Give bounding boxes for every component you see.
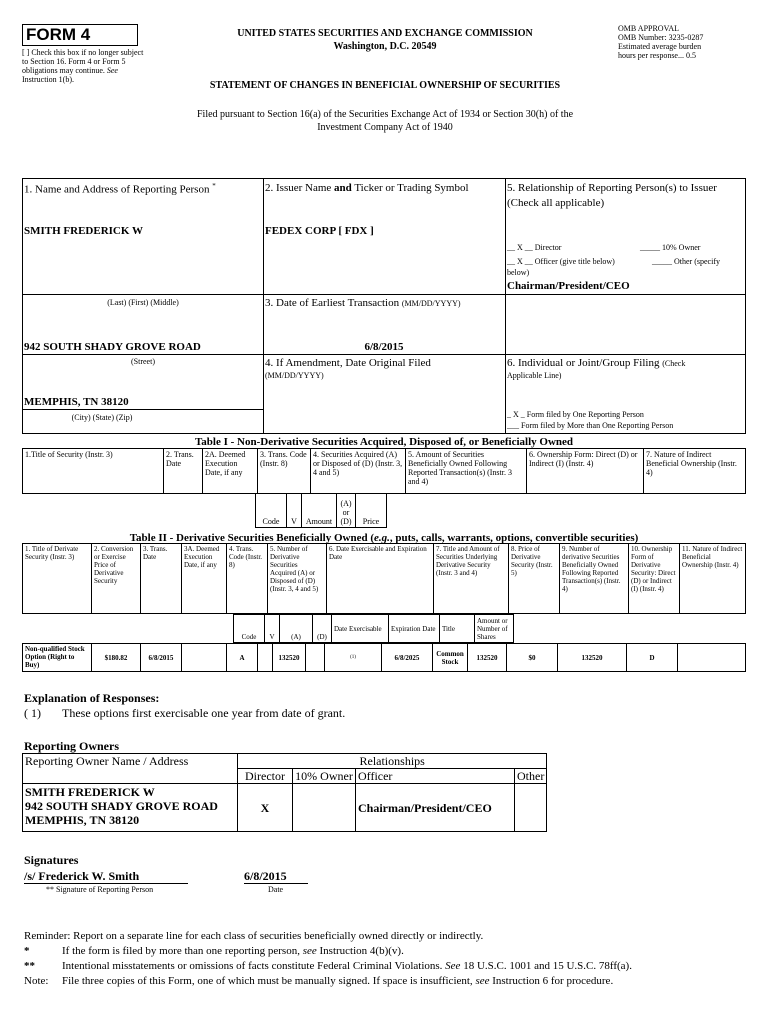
t1-col4: 4. Securities Acquired (A) or Disposed of (D) (Instr. 3, 4 and 5) (311, 449, 406, 494)
box5-sub: (Check all applicable) (507, 197, 605, 209)
signature-label: ** Signature of Reporting Person (46, 885, 154, 894)
box3-label (265, 297, 505, 310)
box3-label-text: 3. Date of Earliest Transaction (265, 297, 400, 309)
row-deriv-price: $0 (507, 644, 558, 672)
t1-col7: 7. Nature of Indirect Beneficial Ownership (Instr. 4) (644, 449, 746, 494)
filed-line-2: Investment Company Act of 1940 (317, 122, 453, 133)
table1-header (22, 448, 746, 494)
box6-check: (Check (662, 359, 686, 368)
row-shares: 132520 (468, 644, 507, 672)
below-label: below) (507, 268, 530, 277)
row-code: A (227, 644, 258, 672)
owner-other (515, 784, 547, 832)
form-label-text: FORM 4 (26, 25, 91, 44)
agency-city: Washington, D.C. 20549 (333, 41, 437, 52)
t2-sub-exp: Expiration Date (389, 615, 440, 643)
signature-date: 6/8/2015 (244, 869, 287, 883)
box2-label-b: Ticker or Trading Symbol (351, 182, 469, 194)
box2-label (265, 182, 469, 195)
owners-col-dir: Director (238, 769, 293, 784)
owners-col-other: Other (515, 769, 547, 784)
omb-burden: Estimated average burden (618, 42, 702, 51)
divider (22, 294, 264, 295)
explanation-text: These options first exercisable one year from date of grant. (62, 706, 346, 720)
box6-label-text: 6. Individual or Joint/Group Filing (507, 357, 660, 369)
reporting-person-street: 942 SOUTH SHADY GROVE ROAD (24, 341, 201, 353)
owners-col-off: Officer (356, 769, 515, 784)
owner-street: 942 SOUTH SHADY GROVE ROAD (25, 799, 218, 813)
t1-col6: 6. Ownership Form: Direct (D) or Indirect (I) (Instr. 4) (527, 449, 644, 494)
t1-col1: 1.Title of Security (Instr. 3) (23, 449, 164, 494)
more-person-check: ___ Form filed by More than One Reporting Person (507, 421, 674, 430)
t2-sub-code: Code (234, 615, 265, 643)
t2-col11: 11. Nature of Indirect Beneficial Ownership (Instr. 4) (680, 544, 746, 614)
t2-col4: 4. Trans. Code (Instr. 8) (227, 544, 268, 614)
row-title: Common Stock (433, 644, 468, 672)
checkbox-note (22, 48, 150, 84)
t2-col10: 10. Ownership Form of Derivative Security: Direct (D) or Indirect (I) (Instr. 4) (629, 544, 680, 614)
signatures-heading: Signatures (24, 853, 79, 867)
note-b: Instruction 6 for procedure. (489, 975, 614, 987)
t2-col3a: 3A. Deemed Execution Date, if any (182, 544, 227, 614)
t2-sub-exer: Date Exercisable (332, 615, 389, 643)
t2-col5: 5. Number of Derivative Securities Acquired (A) or Disposed of (D) (Instr. 3, 4 and 5) (268, 544, 327, 614)
divider (22, 409, 264, 410)
note-mark: Note: (24, 975, 49, 987)
form-label (22, 24, 138, 46)
note-text (62, 975, 613, 988)
t1-sub-aord: (A) or (D) (337, 494, 356, 528)
table1-title: Table I - Non-Derivative Securities Acquired, Disposed of, or Beneficially Owned (194, 436, 574, 448)
row-owned: 132520 (558, 644, 627, 672)
t1-col3: 3. Trans. Code (Instr. 8) (258, 449, 311, 494)
t1-sub-amount: Amount (302, 494, 337, 528)
box2-label-and: and (334, 182, 352, 194)
t1-col2: 2. Trans. Date (164, 449, 203, 494)
owner-director: X (238, 784, 293, 832)
box1-label-mark: * (212, 182, 216, 190)
officer-title: Chairman/President/CEO (507, 280, 630, 292)
owner-officer: Chairman/President/CEO (356, 784, 515, 832)
box4-format: (MM/DD/YYYY) (265, 371, 324, 380)
row-form: D (627, 644, 678, 672)
earliest-transaction-date: 6/8/2015 (364, 341, 404, 353)
explanation-num: ( 1) (24, 706, 41, 720)
star1-a: If the form is filed by more than one reporting person, (62, 945, 303, 957)
box5-label: 5. Relationship of Reporting Person(s) to Issuer (507, 182, 717, 194)
table2-header (22, 543, 746, 614)
omb-hours: hours per response... 0.5 (618, 51, 696, 60)
row-exp: 6/8/2025 (382, 644, 433, 672)
t1-sub-price: Price (356, 494, 387, 528)
note-a: File three copies of this Form, one of which must be manually signed. If space is insufficient, (62, 975, 476, 987)
box3-format: (MM/DD/YYYY) (401, 299, 461, 308)
t2-col8: 8. Price of Derivative Security (Instr. 5) (509, 544, 560, 614)
reporting-person-name: SMITH FREDERICK W (24, 225, 143, 237)
divider (263, 354, 746, 355)
star2-see: See (445, 960, 461, 972)
star1-text (62, 945, 404, 958)
t2-sub-amount: Amount or Number of Shares (475, 615, 514, 643)
omb-number: OMB Number: 3235-0287 (618, 33, 704, 42)
t2-col6: 6. Date Exercisable and Expiration Date (327, 544, 434, 614)
issuer-name: FEDEX CORP [ FDX ] (265, 225, 374, 237)
t2-title-a: Table II - Derivative Securities Beneficially Owned ( (129, 532, 375, 544)
explanation-heading: Explanation of Responses: (24, 691, 160, 705)
t2-title-eg: e.g. (374, 532, 390, 544)
row-deemed (182, 644, 227, 672)
owners-col-ten: 10% Owner (293, 769, 356, 784)
box6-label (507, 357, 685, 370)
box1-label (24, 182, 216, 197)
reminder: Reminder: Report on a separate line for each class of securities beneficially owned directly or indirectly. (24, 930, 484, 942)
row-security: Non-qualified Stock Option (Right to Buy) (23, 644, 92, 672)
statement-title: STATEMENT OF CHANGES IN BENEFICIAL OWNERSHIP OF SECURITIES (209, 80, 561, 91)
owners-col-name: Reporting Owner Name / Address (23, 754, 238, 784)
t2-col1: 1. Title of Derivate Security (Instr. 3) (23, 544, 92, 614)
owner-address (23, 784, 238, 832)
note-see: see (475, 975, 490, 987)
star1-b: Instruction 4(b)(v). (316, 945, 404, 957)
box2-label-a: 2. Issuer Name (265, 182, 335, 194)
star2-text (62, 960, 632, 973)
star2-a: Intentional misstatements or omissions of facts constitute Federal Criminal Violations. (62, 960, 446, 972)
t2-title-end: , puts, calls, warrants, options, convertible securities) (389, 532, 639, 544)
owner-ten-pct (293, 784, 356, 832)
checkbox-instr: Instruction 1(b). (22, 75, 74, 84)
t1-col5: 5. Amount of Securities Beneficially Owned Following Reported Transaction(s) (Instr. 3 and 4) (406, 449, 527, 494)
t2-sub-v: V (265, 615, 280, 643)
signature-line (24, 883, 188, 884)
street-label: (Street) (131, 357, 155, 366)
table1-subheader (255, 493, 387, 528)
date-label: Date (268, 885, 284, 894)
owners-table (22, 753, 547, 832)
reporting-person-city: MEMPHIS, TN 38120 (24, 396, 129, 408)
t1-sub-code: Code (256, 494, 287, 528)
one-person-check: _ X _ Form filed by One Reporting Person (507, 410, 644, 419)
star1-mark: * (24, 945, 30, 957)
divider (22, 354, 264, 355)
row-exer: (1) (325, 644, 382, 672)
checkbox-note-text: [ ] Check this box if no longer subject to Section 16. Form 4 or Form 5 obligations may continue. (22, 48, 144, 75)
row-nature (678, 644, 746, 672)
star1-see: see (302, 945, 317, 957)
star2-b: 18 U.S.C. 1001 and 15 U.S.C. 78ff(a). (460, 960, 632, 972)
t2-col9: 9. Number of derivative Securities Beneficially Owned Following Reported Transaction(s) (Instr. 4) (560, 544, 629, 614)
t2-sub-d: (D) (313, 615, 332, 643)
city-label: (City) (State) (Zip) (71, 413, 133, 422)
other-check: _____ Other (specify (652, 257, 720, 266)
t2-col3: 3. Trans. Date (141, 544, 182, 614)
name-parts-label: (Last) (First) (Middle) (107, 298, 179, 307)
row-v (258, 644, 273, 672)
t2-col7: 7. Title and Amount of Securities Underlying Derivative Security (Instr. 3 and 4) (434, 544, 509, 614)
director-check: __ X __ Director (507, 243, 562, 252)
divider (263, 294, 746, 295)
box4-label: 4. If Amendment, Date Original Filed (265, 357, 431, 369)
agency-name: UNITED STATES SECURITIES AND EXCHANGE COMMISSION (237, 28, 533, 39)
t2-sub-title: Title (440, 615, 475, 643)
t1-sub-v: V (287, 494, 302, 528)
row-price: $180.82 (92, 644, 141, 672)
owner-name: SMITH FREDERICK W (25, 785, 155, 799)
omb-approval: OMB APPROVAL (618, 24, 679, 33)
date-line (244, 883, 308, 884)
box1-label-text: 1. Name and Address of Reporting Person (24, 183, 210, 196)
officer-check: __ X __ Officer (give title below) (507, 257, 615, 266)
star2-mark: ** (24, 960, 35, 972)
t1-col2a: 2A. Deemed Execution Date, if any (203, 449, 258, 494)
checkbox-see: See (106, 66, 118, 75)
ten-pct-check: _____ 10% Owner (640, 243, 701, 252)
derivative-row (22, 643, 746, 672)
omb-box (618, 24, 758, 60)
owners-heading: Reporting Owners (24, 739, 119, 753)
row-d (306, 644, 325, 672)
row-date: 6/8/2015 (141, 644, 182, 672)
box6-applicable: Applicable Line) (507, 371, 562, 380)
t2-col2: 2. Conversion or Exercise Price of Derivative Security (92, 544, 141, 614)
owners-col-rel: Relationships (238, 754, 547, 769)
signature-name: /s/ Frederick W. Smith (24, 869, 140, 883)
owner-city: MEMPHIS, TN 38120 (25, 813, 140, 827)
table2-subheader (233, 614, 514, 643)
t2-sub-a: (A) (280, 615, 313, 643)
filed-line-1: Filed pursuant to Section 16(a) of the Securities Exchange Act of 1934 or Section 30(h) of the (196, 109, 574, 120)
divider (505, 178, 506, 434)
row-a: 132520 (273, 644, 306, 672)
